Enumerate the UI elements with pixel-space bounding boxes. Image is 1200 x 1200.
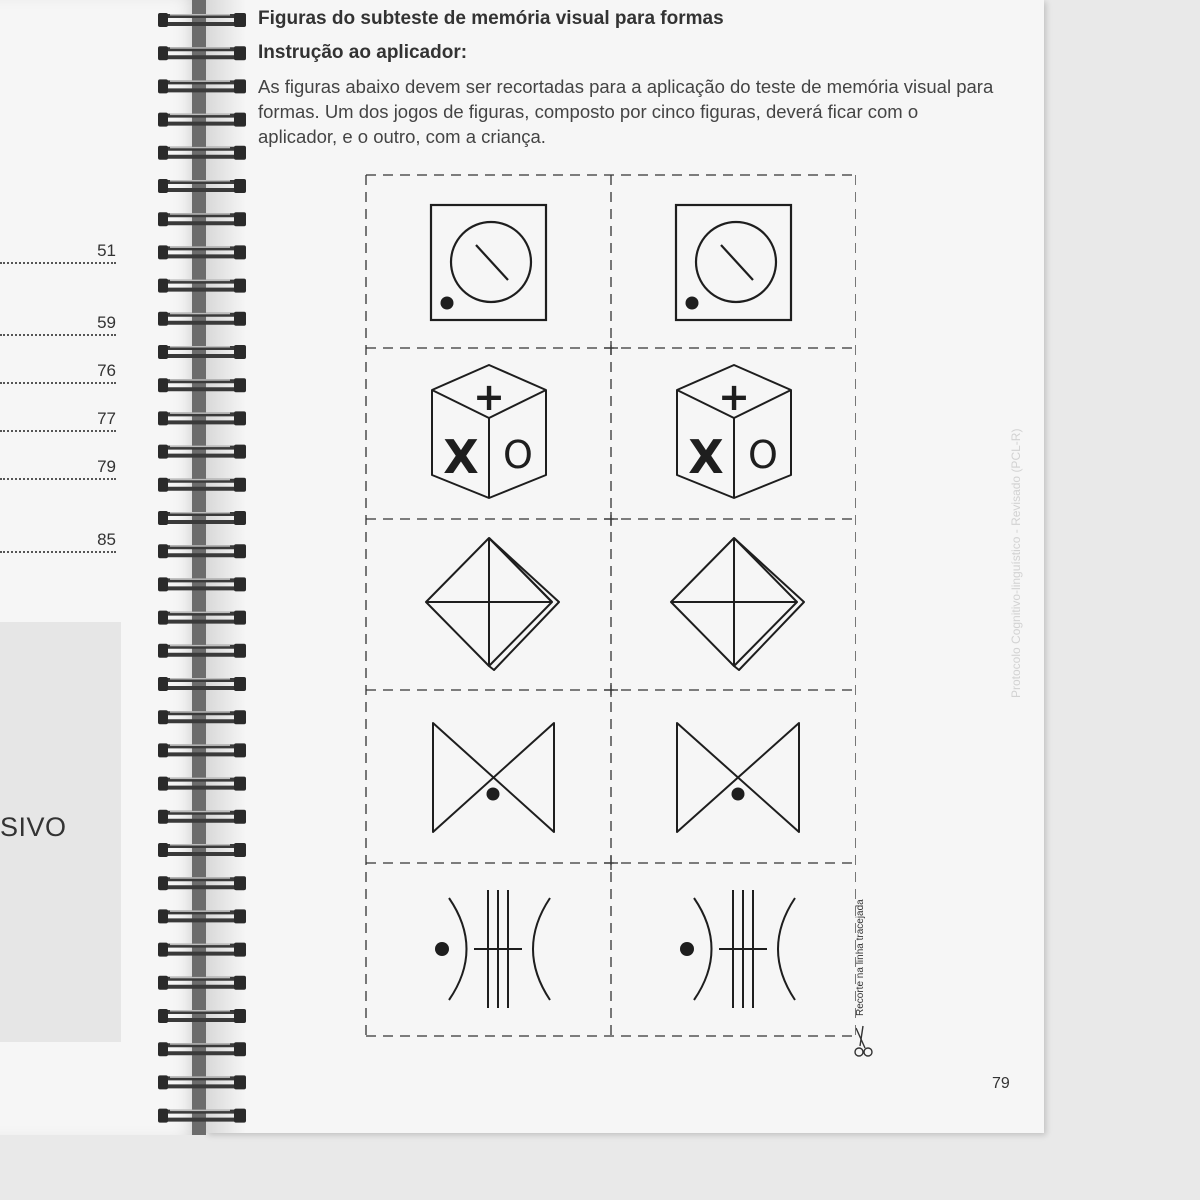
diamond-cross-icon [426, 538, 559, 670]
cube-o-mark: O [503, 433, 533, 477]
instruction-heading: Instrução ao aplicador: [258, 42, 468, 63]
toc-entry[interactable] [0, 456, 116, 480]
scissors-icon [851, 1024, 877, 1062]
cut-sheet [356, 170, 856, 1040]
spiral-shadow-band [192, 0, 206, 1135]
toc-entry[interactable] [0, 408, 116, 432]
page-title: Figuras do subteste de memória visual para formas [258, 8, 724, 29]
cube-plus-mark: + [718, 375, 750, 419]
page-number: 79 [992, 1075, 1010, 1092]
spiral-binding [150, 0, 250, 1140]
instruction-text: As figuras abaixo devem ser recortadas para a aplicação do teste de memória visual para formas. Um dos jogos de figuras, composto por cinco figuras, deverá ficar com o aplicador, e o outro, com a criança. [258, 76, 994, 147]
toc-entry[interactable] [0, 240, 116, 264]
toc-page-number: 59 [97, 313, 116, 332]
cube-x-mark: X [688, 430, 724, 484]
toc-entry[interactable] [0, 360, 116, 384]
toc-page-number: 77 [97, 409, 116, 428]
cut-instruction-note: Recorte na linha tracejada [855, 899, 866, 1016]
square-circle-dot-icon [431, 205, 546, 320]
toc-page-number: 76 [97, 361, 116, 380]
arcs-lines-dot-icon [680, 890, 795, 1008]
cube-o-mark: O [748, 433, 778, 477]
cube-plus-mark: + [473, 375, 505, 419]
diamond-cross-icon [671, 538, 804, 670]
running-head: Protocolo Cognitivo-linguístico - Revisado (PCL-R) [1009, 428, 1023, 698]
cube-x-mark: X [443, 430, 479, 484]
bowtie-dot-icon [677, 723, 799, 832]
toc-page-number: 79 [97, 457, 116, 476]
square-circle-dot-icon [676, 205, 791, 320]
bowtie-dot-icon [433, 723, 554, 832]
right-page [206, 0, 1044, 1133]
toc-entry[interactable] [0, 312, 116, 336]
fragment-text: SIVO [0, 812, 67, 842]
toc-page-number: 85 [97, 530, 116, 549]
dashed-cut-lines [366, 175, 856, 1036]
toc-entry[interactable] [0, 529, 116, 553]
arcs-lines-dot-icon [435, 890, 550, 1008]
toc-page-number: 51 [97, 241, 116, 260]
